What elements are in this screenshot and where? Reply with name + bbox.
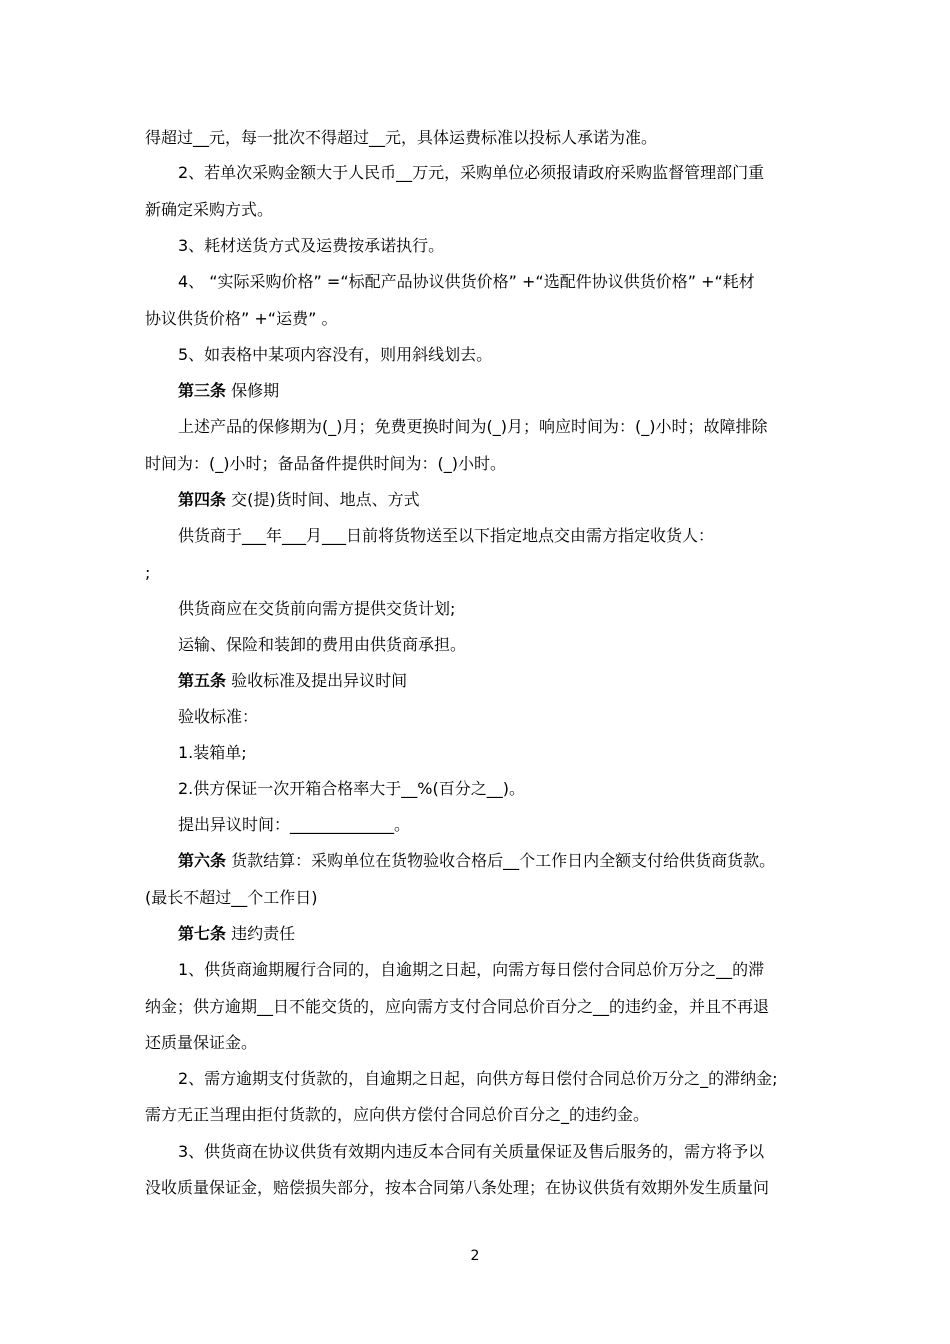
paragraph-line: 新确定采购方式。 [145, 200, 274, 219]
paragraph-line: 2.供方保证一次开箱合格率大于__%(百分之__)。 [178, 779, 525, 798]
section-heading-article-6 [178, 851, 825, 871]
article-title: 保修期 [226, 381, 280, 400]
paragraph-line: 纳金；供方逾期__日不能交货的，应向需方支付合同总价百分之__的违约金，并且不再退 [145, 997, 770, 1016]
article-title: 交(提)货时间、地点、方式 [226, 490, 420, 509]
paragraph-line: ; [145, 563, 151, 582]
page-number: 2 [470, 1248, 480, 1264]
section-heading-article-5 [178, 671, 825, 691]
article-number: 第四条 [178, 490, 227, 509]
paragraph-line: 3、供货商在协议供货有效期内违反本合同有关质量保证及售后服务的，需方将予以 [178, 1142, 765, 1161]
article-number: 第五条 [178, 671, 227, 690]
paragraph-line: 需方无正当理由拒付货款的，应向供方偿付合同总价百分之_的违约金。 [145, 1105, 650, 1124]
paragraph-line: 5、如表格中某项内容没有，则用斜线划去。 [178, 345, 493, 364]
paragraph-line: 1、供货商逾期履行合同的，自逾期之日起，向需方每日偿付合同总价万分之__的滞 [178, 960, 765, 979]
paragraph-line: 2、需方逾期支付货款的，自逾期之日起，向供方每日偿付合同总价万分之_的滞纳金; [178, 1069, 778, 1088]
paragraph-line: 还质量保证金。 [145, 1033, 258, 1052]
paragraph-line: 供货商于___年___月___日前将货物送至以下指定地点交由需方指定收货人： [178, 526, 715, 545]
paragraph-line: 没收质量保证金，赔偿损失部分，按本合同第八条处理；在协议供货有效期外发生质量问 [145, 1178, 770, 1197]
paragraph-line: 1.装箱单; [178, 743, 247, 762]
article-number: 第七条 [178, 924, 227, 943]
paragraph-line: 2、若单次采购金额大于人民币__万元，采购单位必须报请政府采购监督管理部门重 [178, 163, 765, 182]
article-title: 违约责任 [226, 924, 296, 943]
article-title: 验收标准及提出异议时间 [226, 671, 408, 690]
paragraph-line: 3、耗材送货方式及运费按承诺执行。 [178, 236, 445, 255]
section-heading-article-4 [178, 490, 825, 510]
section-heading-article-3 [178, 381, 825, 401]
paragraph-line: 协议供货价格” +“运费” 。 [145, 309, 338, 328]
paragraph-line: 供货商应在交货前向需方提供交货计划; [178, 599, 456, 618]
paragraph-line: 4、 “实际采购价格” =“标配产品协议供货价格” +“选配件协议供货价格” +“耗材 [178, 272, 755, 291]
paragraph-line: 验收标准： [178, 707, 259, 726]
paragraph-line: 运输、保险和装卸的费用由供货商承担。 [178, 635, 467, 654]
paragraph-line: 上述产品的保修期为(_)月；免费更换时间为(_)月；响应时间为：(_)小时；故障排除 [178, 417, 768, 436]
paragraph-line: 提出异议时间：_____________。 [178, 815, 411, 834]
article-title: 货款结算：采购单位在货物验收合格后__个工作日内全额支付给供货商货款。 [226, 851, 776, 870]
paragraph-line: 时间为：(_)小时；备品备件提供时间为：(_)小时。 [145, 454, 506, 473]
paragraph-line: (最长不超过__个工作日) [145, 888, 318, 907]
article-number: 第三条 [178, 381, 227, 400]
article-number: 第六条 [178, 851, 227, 870]
paragraph-line: 得超过__元，每一批次不得超过__元，具体运费标准以投标人承诺为准。 [145, 128, 658, 147]
section-heading-article-7 [178, 924, 825, 944]
